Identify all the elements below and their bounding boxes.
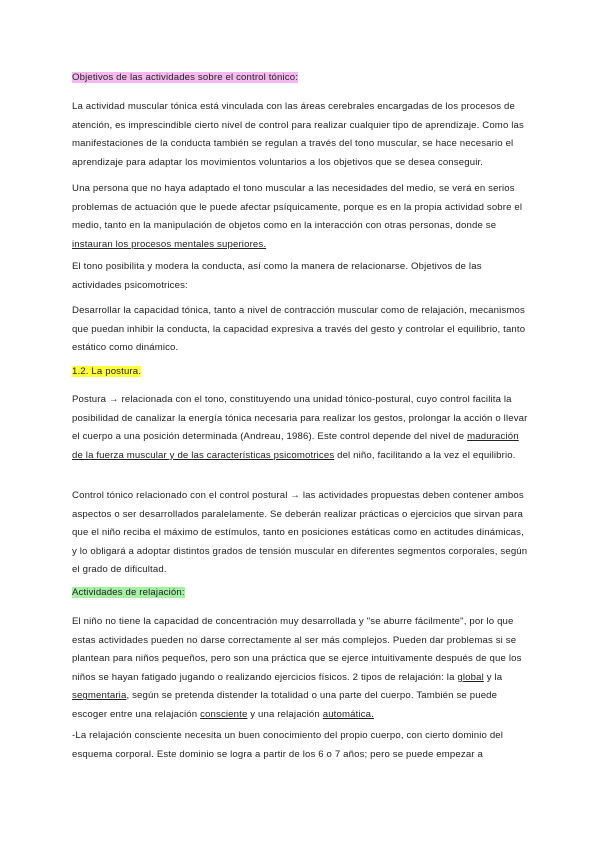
paragraph-text: del niño, facilitando a la vez el equilibrio.: [334, 449, 516, 461]
paragraph-text: y una relajación: [247, 708, 323, 720]
paragraph-postural-control: Control tónico relacionado con el control postural → las actividades propuestas deben contener ambos aspectos o ser desarrollados paralelamente. Se deberán realizar prácticas o ejercicios que sirvan para que el niño reciba el máximo de estímulos, tanto en posiciones estáticas como en actitudes dinámicas, y lo obligará a adoptar distintos grados de tensión muscular en diferentes segmentos corporales, según el grado de dificultad.: [72, 490, 528, 576]
paragraph-conscious-relaxation: -La relajación consciente necesita un buen conocimiento del propio cuerpo, con cierto dominio del esquema corporal. Este dominio se logra a partir de los 6 o 7 años; pero se puede empezar a: [72, 730, 504, 760]
section-heading-posture: [72, 363, 530, 382]
heading-highlight: Objetivos de las actividades sobre el control tónico:: [72, 72, 299, 83]
paragraph-muscle-tone-adaptation: [72, 180, 530, 254]
paragraph-posture: [72, 391, 530, 465]
paragraph-tone-conduct: El tono posibilita y modera la conducta, así como la manera de relacionarse. Objetivos de las actividades psicomotrices:: [72, 261, 482, 291]
paragraph-text: El niño no tiene la capacidad de concentración muy desarrollada y "se aburre fácilmente", por lo que estas actividades pueden no darse correctamente al ser más complejos. Pueden dar problemas si se plantean para niños pequeños, pero son una práctica que se ejerce intuitivamente después de que los niños se hayan fatigado jugando o realizando ejercicios físicos. 2 tipos de relajación: la: [72, 616, 522, 683]
section-heading-tonic-control: [72, 69, 530, 88]
underlined-term-segmentaria: segmentaria: [72, 690, 127, 702]
heading-highlight: 1.2. La postura.: [72, 366, 142, 377]
section-heading-relaxation: [72, 584, 530, 603]
paragraph-text: y la: [483, 671, 503, 683]
paragraph-text: Una persona que no haya adaptado el tono muscular a las necesidades del medio, se verá en serios problemas de actuación que le puede afectar psíquicamente, porque es en la propia actividad sobre el medio, tanto en la manipulación de objetos como en la interacción con otras personas, donde se: [72, 183, 523, 232]
paragraph-text: , según se pretenda distender la totalidad o una parte del cuerpo. También se puede escoger entre una relajación: [72, 690, 498, 720]
underlined-term-consciente: consciente: [200, 708, 248, 720]
underlined-phrase: instauran los procesos mentales superiores.: [72, 238, 267, 250]
underlined-term-automatica: automática.: [322, 708, 374, 720]
paragraph-tonic-activity: La actividad muscular tónica está vinculada con las áreas cerebrales encargadas de los procesos de atención, es imprescindible cierto nivel de control para realizar cualquier tipo de aprendizaje. Como las manifestaciones de la conducta también se regulan a través del tono muscular, se hace necesario el aprendizaje para adaptar los movimientos voluntarios a los objetivos que se desea conseguir.: [72, 101, 524, 168]
heading-highlight: Actividades de relajación:: [72, 587, 185, 598]
paragraph-relaxation-activities: [72, 613, 530, 725]
paragraph-tonic-capacity: Desarrollar la capacidad tónica, tanto a nivel de contracción muscular como de relajación, mecanismos que puedan inhibir la conducta, la capacidad expresiva a través del gesto y controlar el equilibrio, tanto estático como dinámico.: [72, 305, 526, 354]
paragraph-text: Postura → relacionada con el tono, constituyendo una unidad tónico-postural, cuyo control facilita la posibilidad de canalizar la energía tónica necesaria para realizar los gestos, prolongar la acción o llevar el cuerpo a una posición determinada (Andreau, 1986). Este control depende del nivel de: [72, 394, 528, 443]
underlined-phrase: maduración de la fuerza muscular y de las características psicomotrices: [72, 431, 519, 461]
underlined-term-global: global: [457, 671, 484, 683]
